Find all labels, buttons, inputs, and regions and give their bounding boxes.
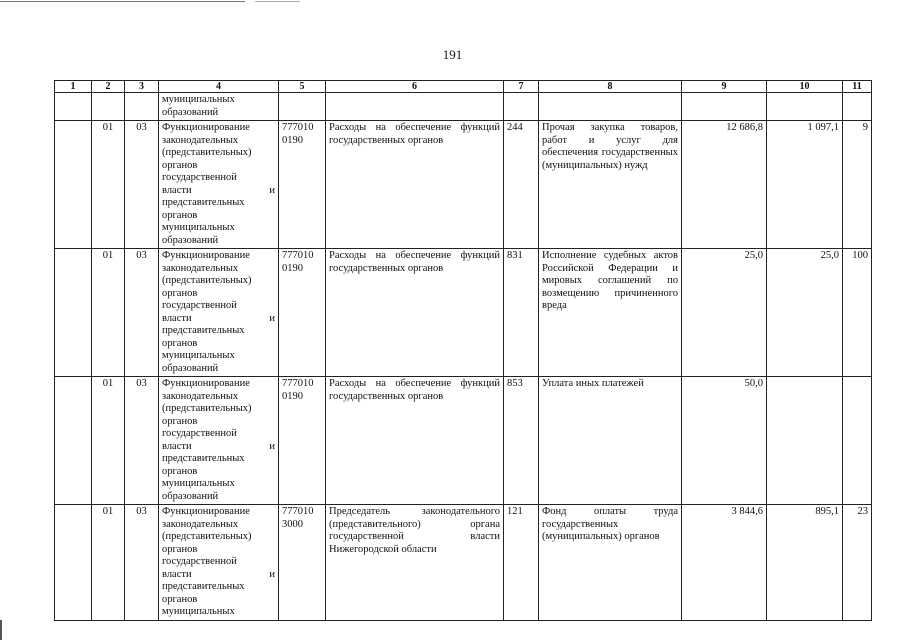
target-article-part: 777010 xyxy=(282,250,314,261)
section-name-line xyxy=(162,441,275,454)
section-name-line xyxy=(162,569,275,582)
amount-executed: 895,1 xyxy=(767,505,843,621)
section-name-line: законодательных xyxy=(162,518,239,530)
section-name-cell xyxy=(159,249,279,377)
section-name-line: муниципальных xyxy=(162,94,235,105)
col-header: 7 xyxy=(504,81,539,93)
article-name: Расходы на обеспечение функций государственных органов xyxy=(326,249,504,377)
table-row xyxy=(55,377,872,505)
section-name-line: образований xyxy=(162,490,219,502)
section-name-line: (представительных) xyxy=(162,531,252,542)
amount-planned: 12 686,8 xyxy=(682,121,767,249)
execution-percent xyxy=(843,377,872,505)
section-name-word: власти xyxy=(162,184,192,196)
scan-top-rule xyxy=(0,0,905,8)
expense-type-name: Уплата иных платежей xyxy=(539,377,682,505)
expense-type-code: 831 xyxy=(504,249,539,377)
col-header: 8 xyxy=(539,81,682,93)
amount-executed: 25,0 xyxy=(767,249,843,377)
table-row xyxy=(55,505,872,621)
target-article-cell xyxy=(279,121,326,249)
section-name-line xyxy=(162,313,275,326)
section-name-line: органов xyxy=(162,465,198,477)
execution-percent: 9 xyxy=(843,121,872,249)
expense-type-code: 853 xyxy=(504,377,539,505)
section-name-line: органов xyxy=(162,287,198,299)
section-name-line: органов xyxy=(162,159,198,171)
expense-type-code: 121 xyxy=(504,505,539,621)
section-name-line: законодательных xyxy=(162,134,239,146)
execution-percent: 23 xyxy=(843,505,872,621)
section-name-line: (представительных) xyxy=(162,403,252,414)
amount-executed xyxy=(767,377,843,505)
section-name-word: и xyxy=(269,440,275,452)
amount-planned: 25,0 xyxy=(682,249,767,377)
target-article-part: 777010 xyxy=(282,378,314,389)
section-name-line: органов xyxy=(162,209,198,221)
col-header: 2 xyxy=(92,81,125,93)
section-name-word: и xyxy=(269,184,275,196)
scan-left-edge xyxy=(0,620,5,640)
section-name-line: представительных xyxy=(162,581,245,592)
expense-type-code: 244 xyxy=(504,121,539,249)
expense-type-name: Прочая закупка товаров, работ и услуг для обеспечения государственных (муниципальных) нужд xyxy=(539,121,682,249)
section-name-line: государственной xyxy=(162,172,237,183)
article-name: Расходы на обеспечение функций государственных органов xyxy=(326,377,504,505)
section-name-line: (представительных) xyxy=(162,147,252,158)
target-article-part: 777010 xyxy=(282,506,314,517)
subsection-code: 03 xyxy=(125,121,159,249)
section-name-line: Функционирование xyxy=(162,506,250,517)
section-name-cell xyxy=(159,93,279,121)
target-article-part: 0190 xyxy=(282,134,303,146)
section-name-line: Функционирование xyxy=(162,250,250,261)
section-name-word: и xyxy=(269,568,275,580)
article-name: Председатель законодательного (представительного) органа государственной власти Нижегородской области xyxy=(326,505,504,621)
expense-type-name: Исполнение судебных актов Российской Федерации и мировых соглашений по возмещению причиненного вреда xyxy=(539,249,682,377)
section-code: 01 xyxy=(92,377,125,505)
col-header: 9 xyxy=(682,81,767,93)
page-number: 191 xyxy=(442,47,463,62)
section-name-line: законодательных xyxy=(162,262,239,274)
target-article-part: 3000 xyxy=(282,518,303,530)
header-row xyxy=(55,81,872,93)
section-name-word: власти xyxy=(162,440,192,452)
section-name-line: Функционирование xyxy=(162,122,250,133)
col-header: 4 xyxy=(159,81,279,93)
col-header: 3 xyxy=(125,81,159,93)
section-name-word: власти xyxy=(162,312,192,324)
section-name-line: представительных xyxy=(162,197,245,208)
section-code: 01 xyxy=(92,121,125,249)
section-name-line: законодательных xyxy=(162,390,239,402)
expense-type-name: Фонд оплаты труда государственных (муниципальных) органов xyxy=(539,505,682,621)
section-name-line: Функционирование xyxy=(162,378,250,389)
section-code: 01 xyxy=(92,249,125,377)
section-name-line: муниципальных xyxy=(162,222,235,233)
section-name-line: государственной xyxy=(162,300,237,311)
budget-table xyxy=(54,80,872,621)
table-row-continuation xyxy=(55,93,872,121)
article-name: Расходы на обеспечение функций государственных органов xyxy=(326,121,504,249)
section-name-line: муниципальных xyxy=(162,478,235,489)
section-name-cell xyxy=(159,505,279,621)
section-name-line: органов xyxy=(162,337,198,349)
col-header: 10 xyxy=(767,81,843,93)
subsection-code: 03 xyxy=(125,505,159,621)
col-header: 6 xyxy=(326,81,504,93)
target-article-cell xyxy=(279,505,326,621)
section-name-line: представительных xyxy=(162,325,245,336)
section-name-cell xyxy=(159,377,279,505)
section-name-word: власти xyxy=(162,568,192,580)
execution-percent: 100 xyxy=(843,249,872,377)
section-name-line: образований xyxy=(162,234,219,246)
section-name-word: и xyxy=(269,312,275,324)
table-row xyxy=(55,121,872,249)
section-name-line: муниципальных xyxy=(162,350,235,361)
subsection-code: 03 xyxy=(125,249,159,377)
section-name-line: образований xyxy=(162,106,219,118)
section-name-cell xyxy=(159,121,279,249)
table-row xyxy=(55,249,872,377)
subsection-code: 03 xyxy=(125,377,159,505)
amount-planned: 3 844,6 xyxy=(682,505,767,621)
section-name-line: государственной xyxy=(162,556,237,567)
section-code: 01 xyxy=(92,505,125,621)
section-name-line: муниципальных xyxy=(162,606,235,617)
col-header: 11 xyxy=(843,81,872,93)
section-name-line xyxy=(162,185,275,198)
target-article-cell xyxy=(279,249,326,377)
col-header: 1 xyxy=(55,81,92,93)
target-article-part: 0190 xyxy=(282,390,303,402)
col-header: 5 xyxy=(279,81,326,93)
amount-planned: 50,0 xyxy=(682,377,767,505)
section-name-line: органов xyxy=(162,415,198,427)
section-name-line: органов xyxy=(162,543,198,555)
section-name-line: государственной xyxy=(162,428,237,439)
section-name-line: (представительных) xyxy=(162,275,252,286)
target-article-part: 0190 xyxy=(282,262,303,274)
section-name-line: органов xyxy=(162,593,198,605)
target-article-part: 777010 xyxy=(282,122,314,133)
target-article-cell xyxy=(279,377,326,505)
section-name-line: представительных xyxy=(162,453,245,464)
section-name-line: образований xyxy=(162,362,219,374)
amount-executed: 1 097,1 xyxy=(767,121,843,249)
